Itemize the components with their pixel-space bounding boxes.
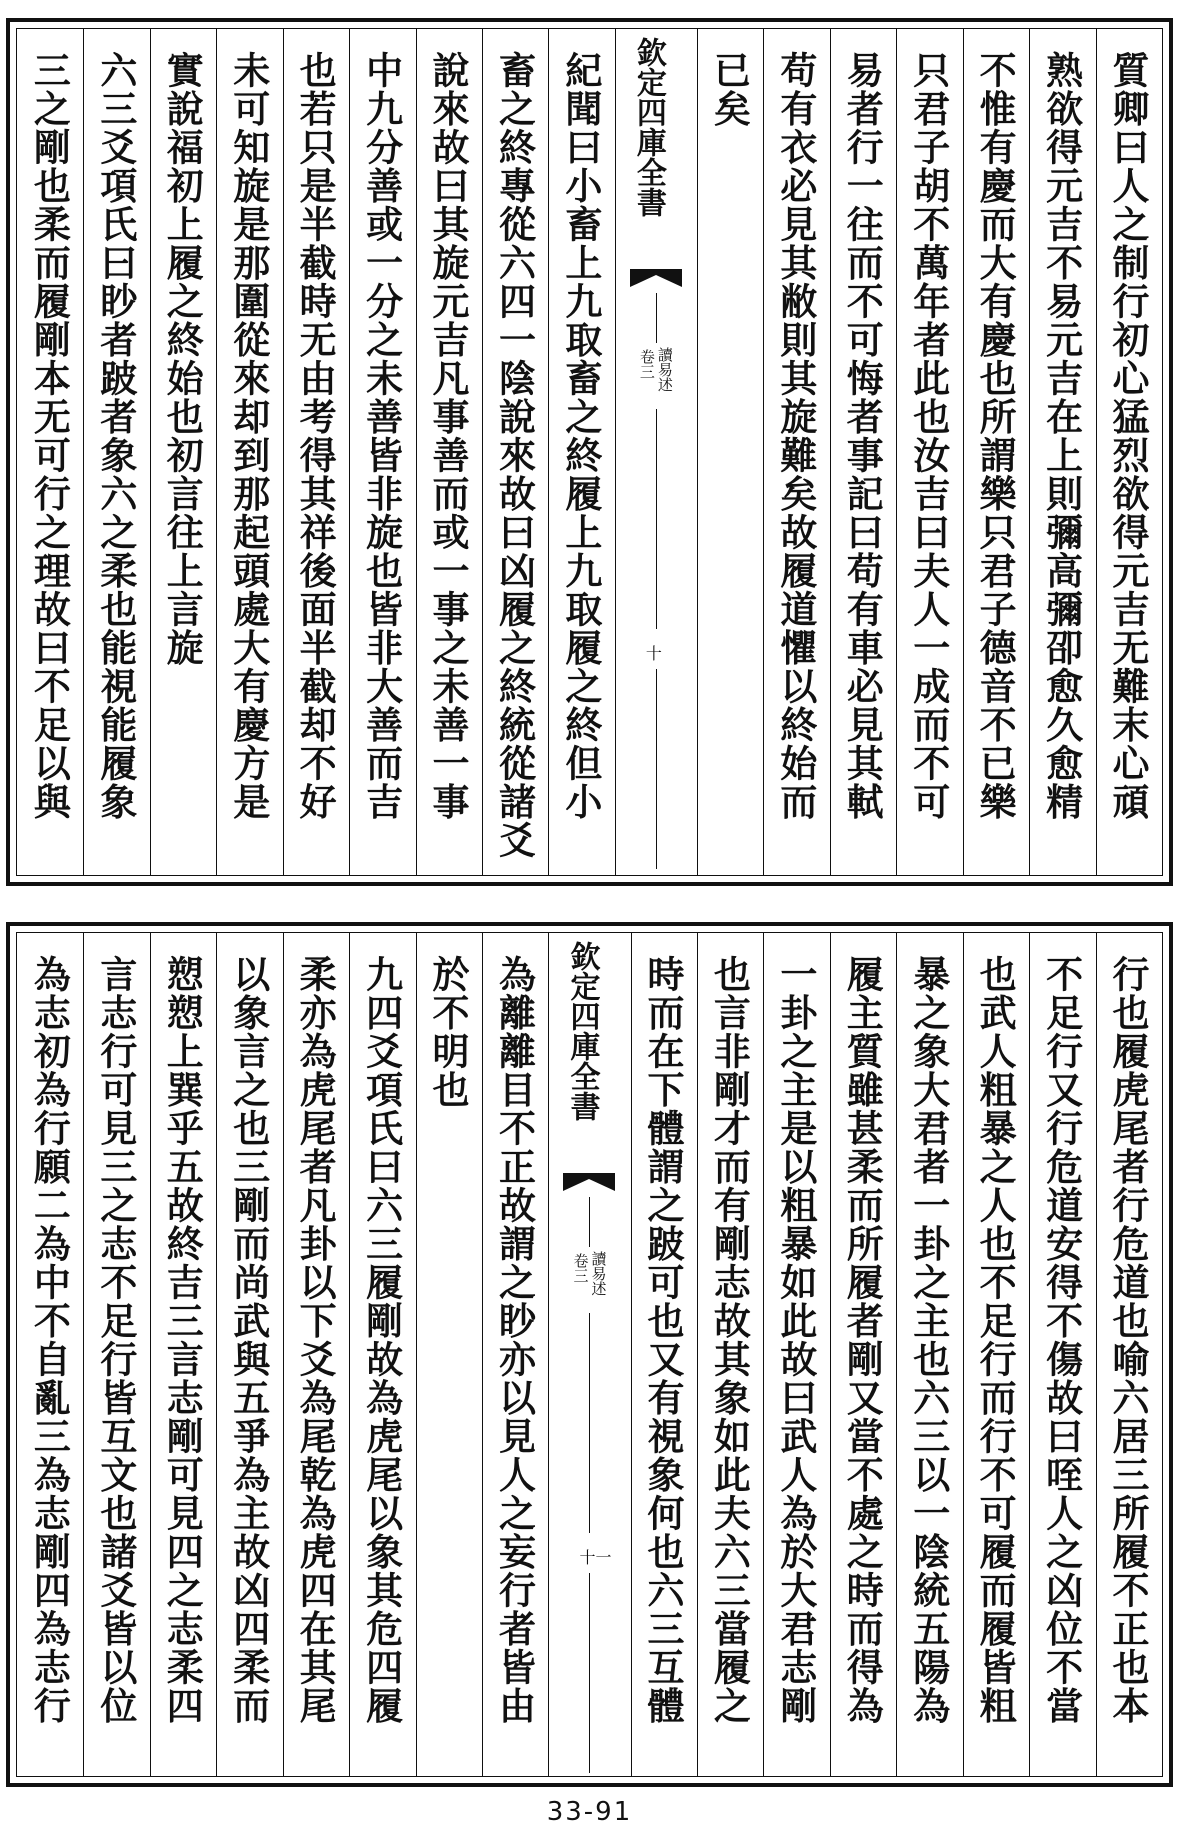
- column-text: 於不明也: [426, 955, 470, 1109]
- column-text: 熟欲得元吉不易元吉在上則彌高彌卲愈久愈精: [1039, 51, 1084, 821]
- center-fold-column: [548, 933, 630, 1776]
- text-column: [1096, 29, 1162, 875]
- column-text: 為志初為行願二為中不自亂三為志剛四為志行: [27, 955, 72, 1725]
- leaf-number: 十一: [579, 1548, 612, 1567]
- top-leaf: [6, 18, 1173, 886]
- text-column: [896, 933, 962, 1776]
- text-column: [216, 933, 282, 1776]
- text-column: [963, 933, 1029, 1776]
- leaf-number: 十: [645, 644, 662, 663]
- text-column: [1029, 29, 1095, 875]
- column-text: 不足行又行危道安得不傷故曰咥人之凶位不當: [1039, 955, 1084, 1725]
- fishtail-mark-icon: [561, 1171, 617, 1193]
- text-column: [830, 933, 896, 1776]
- bottom-leaf-columns: [16, 932, 1163, 1777]
- column-text: 質卿曰人之制行初心猛烈欲得元吉无難末心頑: [1106, 51, 1150, 821]
- column-text: 紀聞曰小畜上九取畜之終履上九取履之終但小: [558, 51, 603, 821]
- column-text: 一卦之主是以粗暴如此故曰武人為於大君志剛: [773, 955, 818, 1725]
- text-column: [763, 933, 829, 1776]
- fold-line: [589, 1313, 590, 1533]
- fold-line: [656, 669, 657, 869]
- text-column: [83, 933, 149, 1776]
- text-column: [482, 29, 548, 875]
- book-title: 讀易述: [589, 1251, 608, 1296]
- column-text: 說來故曰其旋元吉凡事善而或一事之未善一事: [426, 51, 470, 821]
- column-text: 易者行一往而不可悔者事記曰苟有車必見其軾: [840, 51, 885, 821]
- page-number: 33-91: [546, 1797, 633, 1827]
- text-column: [349, 29, 415, 875]
- text-column: [283, 933, 349, 1776]
- text-column: [896, 29, 962, 875]
- text-column: [150, 933, 216, 1776]
- text-column: [17, 933, 83, 1776]
- column-text: 也武人粗暴之人也不足行而行不可履而履皆粗: [973, 955, 1018, 1725]
- column-text: 已矣: [707, 51, 752, 128]
- column-text: 以象言之也三剛而尚武與五爭為主故凶四柔而: [226, 955, 271, 1725]
- column-text: 三之剛也柔而履剛本无可行之理故曰不足以與: [27, 51, 72, 821]
- text-column: [283, 29, 349, 875]
- column-text: 實說福初上履之終始也初言往上言旋: [160, 51, 205, 667]
- text-column: [1096, 933, 1162, 1776]
- text-column: [697, 29, 763, 875]
- column-text: 柔亦為虎尾者凡卦以下爻為尾乾為虎四在其尾: [293, 955, 338, 1725]
- column-text: 履主質雖甚柔而所履者剛又當不處之時而得為: [840, 955, 885, 1725]
- collection-title: 欽定四庫全書: [564, 941, 600, 1121]
- text-column: [963, 29, 1029, 875]
- text-column: [548, 29, 614, 875]
- text-column: [631, 933, 697, 1776]
- column-text: 也若只是半截時无由考得其祥後面半截却不好: [293, 51, 338, 821]
- column-text: 六三爻項氏曰眇者跛者象六之柔也能視能履象: [93, 51, 138, 821]
- column-text: 畜之終專從六四一陰說來故曰凶履之終統從諸爻: [492, 51, 537, 860]
- column-text: 九四爻項氏曰六三履剛故為虎尾以象其危四履: [359, 955, 404, 1725]
- top-leaf-columns: [16, 28, 1163, 876]
- volume-label: 卷三: [571, 1253, 590, 1283]
- bottom-leaf: [6, 922, 1173, 1787]
- text-column: [17, 29, 83, 875]
- column-text: 行也履虎尾者行危道也喻六居三所履不正也本: [1106, 955, 1150, 1725]
- text-column: [830, 29, 896, 875]
- column-text: 不惟有慶而大有慶也所謂樂只君子德音不已樂: [973, 51, 1018, 821]
- column-text: 為離離目不正故謂之眇亦以見人之妄行者皆由: [492, 955, 537, 1725]
- fold-line: [589, 1573, 590, 1773]
- fold-line: [656, 409, 657, 629]
- column-text: 苟有衣必見其敝則其旋難矣故履道懼以終始而: [773, 51, 818, 821]
- text-column: [150, 29, 216, 875]
- text-column: [349, 933, 415, 1776]
- collection-title: 欽定四庫全書: [630, 37, 666, 217]
- column-text: 也言非剛才而有剛志故其象如此夫六三當履之: [707, 955, 752, 1725]
- text-column: [697, 933, 763, 1776]
- book-title: 讀易述: [655, 347, 674, 392]
- column-text: 時而在下體謂之跛可也又有視象何也六三互體: [640, 955, 685, 1725]
- column-text: 言志行可見三之志不足行皆互文也諸爻皆以位: [93, 955, 138, 1725]
- volume-label: 卷三: [637, 349, 656, 379]
- column-text: 暴之象大君者一卦之主也六三以一陰統五陽為: [906, 955, 951, 1725]
- text-column: [482, 933, 548, 1776]
- column-text: 未可知旋是那圍從來却到那起頭處大有慶方是: [226, 51, 271, 821]
- fold-line: [656, 293, 657, 343]
- column-text: 中九分善或一分之未善皆非旋也皆非大善而吉: [359, 51, 404, 821]
- text-column: [83, 29, 149, 875]
- column-text: 愬愬上巽乎五故終吉三言志剛可見四之志柔四: [160, 955, 205, 1725]
- fold-line: [589, 1197, 590, 1247]
- text-column: [216, 29, 282, 875]
- text-column: [416, 933, 482, 1776]
- fishtail-mark-icon: [628, 267, 684, 289]
- text-column: [416, 29, 482, 875]
- column-text: 只君子胡不萬年者此也汝吉曰夫人一成而不可: [906, 51, 951, 821]
- text-column: [1029, 933, 1095, 1776]
- text-column: [763, 29, 829, 875]
- center-fold-column: [615, 29, 697, 875]
